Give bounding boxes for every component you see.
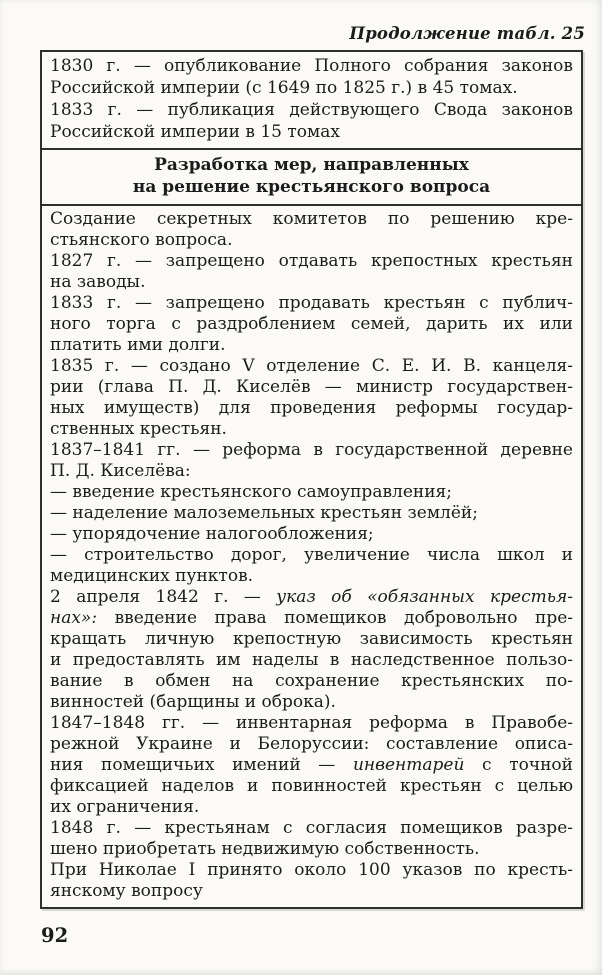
text-line: стьянского вопроса. [50, 230, 233, 250]
text-line: 1837–1841 гг. — реформа в государственной деревне [50, 440, 573, 460]
text-line: 2 апреля 1842 г. — указ об «обязанных крестья- [50, 587, 573, 607]
text-line: 1830 г. — опубликование Полного собрания законов [50, 56, 573, 76]
text-line: — наделение малоземельных крестьян землёй; [50, 503, 478, 523]
text-line: кращать личную крепостную зависимость крестьян [50, 629, 573, 649]
text-line: на заводы. [50, 272, 146, 292]
paragraph [50, 356, 573, 440]
text-line: ных имуществ) для проведения реформы государ- [50, 398, 573, 418]
page-number: 92 [41, 924, 69, 947]
text-line: ного торга с раздроблением семей, дарить их или [50, 314, 573, 334]
table-cell-laws-codification [42, 52, 581, 150]
text-line: ния помещичьих имений — инвентарей с точной [50, 755, 573, 775]
paragraph [50, 99, 573, 143]
paragraph [50, 713, 573, 818]
paragraph [50, 209, 573, 251]
paragraph [50, 293, 573, 356]
text-line: янскому вопросу [50, 881, 203, 901]
text-line: 1848 г. — крестьянам с согласия помещиков разре- [50, 818, 573, 838]
text-line: 1835 г. — создано V отделение С. Е. И. В. канцеля- [50, 356, 573, 376]
paragraph [50, 818, 573, 860]
table-cell-peasant-measures [42, 206, 581, 907]
paragraph [50, 440, 573, 482]
text-line: на решение крестьянского вопроса [132, 177, 491, 197]
paragraph [50, 587, 573, 713]
text-line: ственных крестьян. [50, 419, 227, 439]
history-table [40, 50, 583, 909]
text-line: 1833 г. — публикация действующего Свода законов [50, 100, 573, 120]
paragraph [50, 482, 573, 503]
text-line: — введение крестьянского самоуправления; [50, 482, 452, 502]
text-line: Российской империи (с 1649 по 1825 г.) в 45 томах. [50, 78, 518, 98]
paragraph [50, 545, 573, 587]
text-line: При Николае I принято около 100 указов по кресть- [50, 860, 573, 880]
paragraph [52, 154, 571, 198]
text-line: вание в обмен на сохранение крестьянских по- [50, 671, 573, 691]
text-line: нах»: введение права помещиков добровольно пре- [50, 608, 573, 628]
text-line: 1827 г. — запрещено отдавать крепостных крестьян [50, 251, 573, 271]
text-line: и предоставлять им наделы в наследственное пользо- [50, 650, 573, 670]
text-line: 1847–1848 гг. — инвентарная реформа в Правобе- [50, 713, 573, 733]
text-line: Разработка мер, направленных [154, 155, 469, 175]
text-line: шено приобретать недвижимую собственность. [50, 839, 480, 859]
text-line: П. Д. Киселёва: [50, 461, 191, 481]
text-line: Российской империи в 15 томах [50, 122, 340, 142]
text-line: медицинских пунктов. [50, 566, 254, 586]
paragraph [50, 524, 573, 545]
paragraph [50, 251, 573, 293]
text-line: рии (глава П. Д. Киселёв — министр государствен- [50, 377, 573, 397]
text-line: режной Украине и Белоруссии: составление описа- [50, 734, 573, 754]
text-line: Создание секретных комитетов по решению кре- [50, 209, 573, 229]
text-line: фиксацией наделов и повинностей крестьян с целью [50, 776, 573, 796]
text-line: винностей (барщины и оброка). [50, 692, 336, 712]
paragraph [50, 55, 573, 99]
text-line: — строительство дорог, увеличение числа школ и [50, 545, 573, 565]
paragraph [50, 503, 573, 524]
paragraph [50, 860, 573, 902]
table-continuation-caption: Продолжение табл. 25 [349, 24, 585, 43]
table-header-peasant-question [42, 150, 581, 206]
text-line: 1833 г. — запрещено продавать крестьян с публич- [50, 293, 573, 313]
text-line: их ограничения. [50, 797, 200, 817]
text-line: платить ими долги. [50, 335, 226, 355]
text-line: — упорядочение налогообложения; [50, 524, 374, 544]
